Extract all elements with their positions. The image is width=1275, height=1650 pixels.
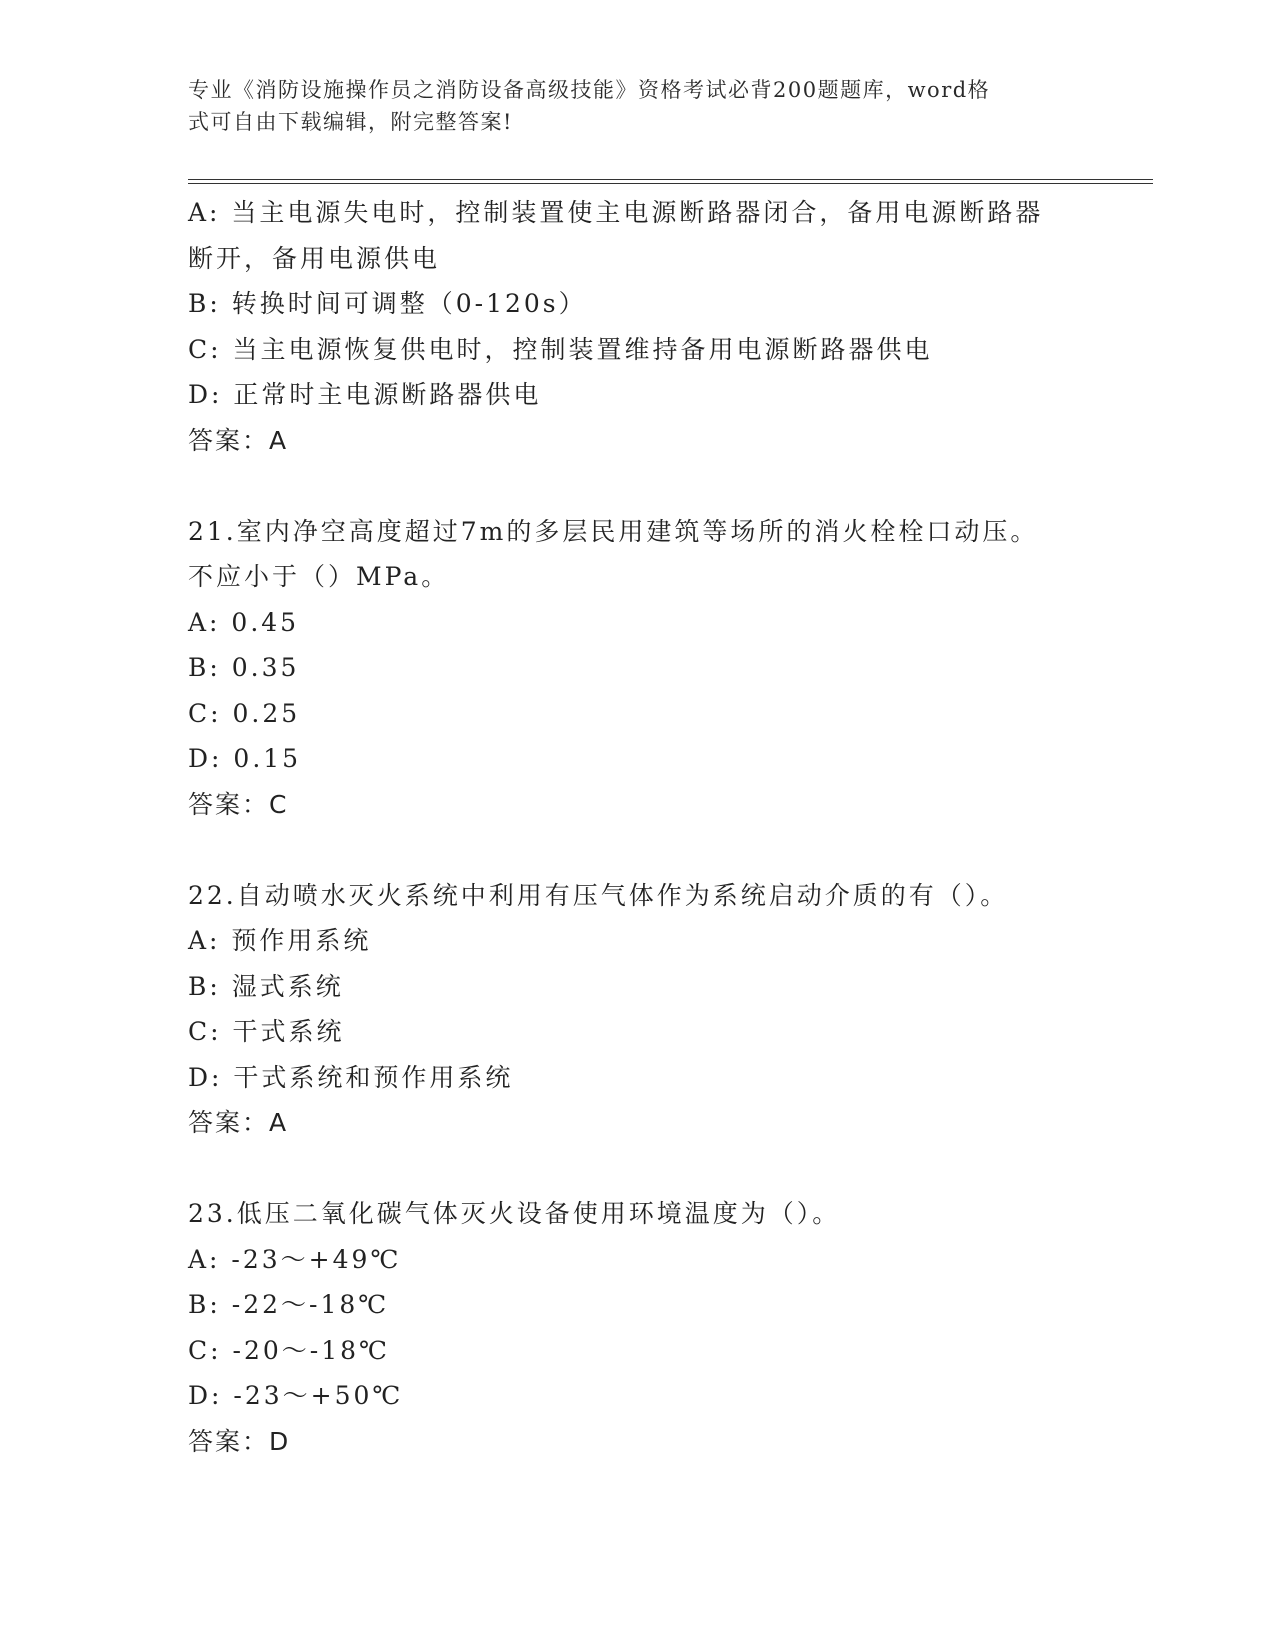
option-d: D: 正常时主电源断路器供电	[188, 380, 542, 409]
answer-label: 答案：	[188, 1108, 270, 1137]
answer-line	[188, 782, 1118, 828]
question-block-20	[188, 190, 1118, 463]
document-header	[188, 74, 1088, 138]
answer-line	[188, 1419, 1118, 1465]
option-a-continued: 断开，备用电源供电	[188, 243, 441, 273]
header-title-line-1: 专业《消防设施操作员之消防设备高级技能》资格考试必背200题题库，word格	[188, 78, 991, 102]
option-a: A: 0.45	[188, 607, 300, 637]
option-b: B: -22～-18℃	[188, 1290, 390, 1319]
question-list	[188, 190, 1118, 1464]
question-spacer	[188, 463, 1118, 509]
answer-value: A	[269, 1108, 288, 1137]
answer-label: 答案：	[188, 425, 270, 455]
answer-label: 答案：	[188, 789, 270, 819]
answer-value: D	[269, 1426, 290, 1456]
question-block-21	[188, 509, 1118, 828]
option-d: D: 0.15	[188, 744, 302, 773]
option-b: B: 湿式系统	[188, 971, 344, 1001]
option-c: C: 0.25	[188, 698, 301, 728]
option-c: C: -20～-18℃	[188, 1335, 390, 1365]
option-d: D: 干式系统和预作用系统	[188, 1062, 514, 1092]
option-a: A: -23～+49℃	[188, 1244, 402, 1274]
option-a: A: 预作用系统	[188, 926, 372, 955]
question-stem: 21.室内净空高度超过7m的多层民用建筑等场所的消火栓栓口动压。	[188, 516, 1039, 546]
question-stem-continued: 不应小于（）MPa。	[188, 562, 450, 591]
answer-line	[188, 418, 1118, 464]
option-d: D: -23～+50℃	[188, 1381, 404, 1410]
question-block-22	[188, 873, 1118, 1146]
option-a: A: 当主电源失电时，控制装置使主电源断路器闭合，备用电源断路器	[188, 198, 1044, 227]
header-title-line-2: 式可自由下载编辑，附完整答案!	[188, 110, 513, 134]
answer-label: 答案：	[188, 1426, 270, 1456]
option-c: C: 当主电源恢复供电时，控制装置维持备用电源断路器供电	[188, 334, 933, 364]
answer-line	[188, 1100, 1118, 1146]
question-spacer	[188, 1146, 1118, 1192]
question-block-23	[188, 1191, 1118, 1464]
option-b: B: 0.35	[188, 653, 300, 682]
question-spacer	[188, 827, 1118, 873]
option-b: B: 转换时间可调整（0-120s）	[188, 289, 587, 318]
header-double-rule	[188, 179, 1153, 184]
option-c: C: 干式系统	[188, 1017, 345, 1046]
question-stem: 23.低压二氧化碳气体灭火设备使用环境温度为（）。	[188, 1199, 841, 1228]
answer-value: C	[269, 789, 288, 819]
answer-value: A	[269, 425, 288, 455]
question-stem: 22.自动喷水灭火系统中利用有压气体作为系统启动介质的有（）。	[188, 880, 1009, 910]
